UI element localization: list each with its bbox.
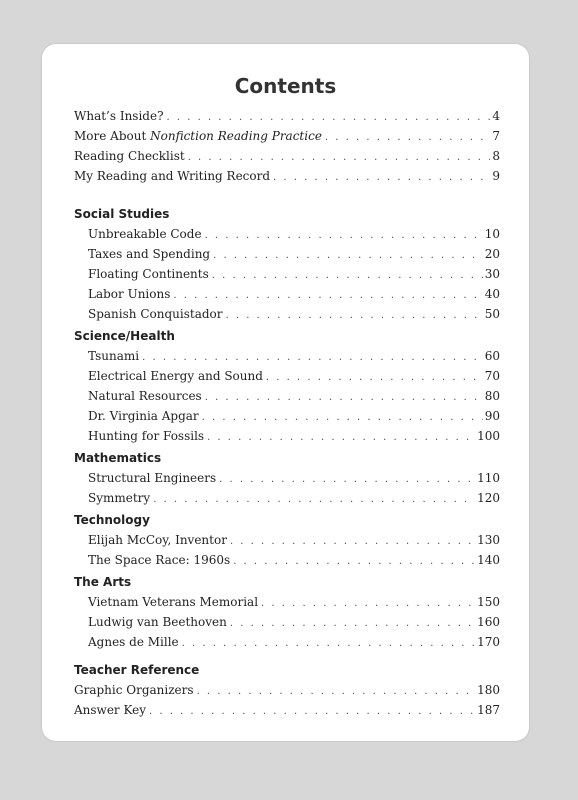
toc-entry-label: Unbreakable Code	[88, 227, 202, 241]
dot-leader	[213, 246, 483, 266]
toc-entry-label: Structural Engineers	[88, 471, 217, 485]
toc-entry[interactable]	[74, 386, 500, 406]
dot-leader	[230, 614, 475, 634]
toc-entry-reading-checklist[interactable]	[74, 146, 500, 166]
toc-page-number: 20	[484, 247, 500, 261]
toc-entry-label: Elijah McCoy, Inventor	[88, 533, 227, 547]
table-of-contents	[74, 106, 500, 720]
toc-entry-label: Symmetry	[88, 491, 151, 505]
toc-entry-label: Tsunami	[88, 349, 140, 363]
toc-entry-label: Vietnam Veterans Memorial	[88, 595, 259, 609]
toc-entry-label: Spanish Conquistador	[88, 307, 223, 321]
toc-page-number: 180	[477, 683, 500, 697]
toc-page-number: 130	[477, 533, 500, 547]
dot-leader	[153, 490, 475, 510]
toc-entry-more-about[interactable]	[74, 126, 500, 146]
toc-page-number: 100	[477, 429, 500, 443]
toc-entry-label: The Space Race: 1960s	[88, 553, 231, 567]
section-heading-technology: Technology	[74, 513, 150, 527]
dot-leader	[207, 428, 475, 448]
toc-entry[interactable]	[74, 612, 500, 632]
section-heading-social-studies: Social Studies	[74, 207, 170, 221]
toc-page-number: 4	[492, 109, 500, 123]
toc-entry-reading-record[interactable]	[74, 166, 500, 186]
section-heading-the-arts: The Arts	[74, 575, 132, 589]
toc-entry[interactable]	[74, 244, 500, 264]
dot-leader	[212, 266, 483, 286]
toc-entry-label: Dr. Virginia Apgar	[88, 409, 199, 423]
toc-page-number: 110	[477, 471, 500, 485]
toc-entry[interactable]	[74, 468, 500, 488]
toc-page-number: 80	[484, 389, 500, 403]
dot-leader	[325, 128, 490, 148]
toc-page-number: 30	[484, 267, 500, 281]
toc-entry-label: Agnes de Mille	[88, 635, 179, 649]
dot-leader	[205, 226, 483, 246]
toc-entry[interactable]	[74, 346, 500, 366]
section-heading-teacher-reference: Teacher Reference	[74, 663, 200, 677]
toc-entry[interactable]	[74, 530, 500, 550]
toc-entry-label: Natural Resources	[88, 389, 202, 403]
toc-entry[interactable]	[74, 680, 500, 700]
toc-entry[interactable]	[74, 264, 500, 284]
toc-entry[interactable]	[74, 406, 500, 426]
dot-leader	[202, 408, 483, 428]
page-title: Contents	[234, 74, 337, 98]
toc-entry[interactable]	[74, 366, 500, 386]
toc-entry-whats-inside[interactable]	[74, 106, 500, 126]
toc-entry-label: My Reading and Writing Record	[74, 169, 271, 183]
toc-entry[interactable]	[74, 224, 500, 244]
dot-leader	[149, 702, 475, 722]
toc-page-number: 50	[484, 307, 500, 321]
dot-leader	[233, 552, 475, 572]
dot-leader	[188, 148, 491, 168]
toc-entry[interactable]	[74, 426, 500, 446]
dot-leader	[230, 532, 475, 552]
toc-page-number: 7	[492, 129, 500, 143]
section-heading-mathematics: Mathematics	[74, 451, 162, 465]
toc-page-number: 170	[477, 635, 500, 649]
toc-page-number: 8	[492, 149, 500, 163]
toc-page-number: 120	[477, 491, 500, 505]
dot-leader	[142, 348, 483, 368]
toc-entry-label: Hunting for Fossils	[88, 429, 205, 443]
toc-page-number: 140	[477, 553, 500, 567]
toc-page-number: 160	[477, 615, 500, 629]
dot-leader	[266, 368, 483, 388]
dot-leader	[182, 634, 475, 654]
toc-entry-label: Graphic Organizers	[74, 683, 194, 697]
contents-page	[42, 44, 529, 741]
dot-leader	[261, 594, 475, 614]
toc-page-number: 70	[484, 369, 500, 383]
toc-page-number: 60	[484, 349, 500, 363]
toc-entry[interactable]	[74, 284, 500, 304]
toc-page-number: 150	[477, 595, 500, 609]
toc-entry[interactable]	[74, 488, 500, 508]
toc-entry[interactable]	[74, 304, 500, 324]
toc-entry-label: Electrical Energy and Sound	[88, 369, 263, 383]
toc-entry-label	[74, 126, 325, 146]
toc-entry-label-prefix: More About	[74, 129, 151, 143]
toc-entry[interactable]	[74, 632, 500, 652]
toc-entry-label: Ludwig van Beethoven	[88, 615, 227, 629]
toc-entry-label: Taxes and Spending	[88, 247, 211, 261]
toc-entry-label: What’s Inside?	[74, 109, 164, 123]
toc-page-number: 90	[484, 409, 500, 423]
toc-entry-label: Reading Checklist	[74, 149, 185, 163]
dot-leader	[225, 306, 482, 326]
toc-entry[interactable]	[74, 592, 500, 612]
section-heading-science-health: Science/Health	[74, 329, 175, 343]
toc-entry-label: Answer Key	[74, 703, 146, 717]
toc-entry-label-italic: Nonfiction Reading Practice	[150, 129, 322, 143]
dot-leader	[173, 286, 482, 306]
dot-leader	[197, 682, 476, 702]
toc-page-number: 10	[484, 227, 500, 241]
toc-entry-label: Floating Continents	[88, 267, 209, 281]
toc-page-number: 9	[492, 169, 500, 183]
dot-leader	[219, 470, 475, 490]
toc-entry[interactable]	[74, 550, 500, 570]
toc-entry[interactable]	[74, 700, 500, 720]
dot-leader	[205, 388, 483, 408]
toc-page-number: 40	[484, 287, 500, 301]
dot-leader	[273, 168, 490, 188]
dot-leader	[167, 108, 491, 128]
toc-page-number: 187	[477, 703, 500, 717]
toc-entry-label: Labor Unions	[88, 287, 171, 301]
